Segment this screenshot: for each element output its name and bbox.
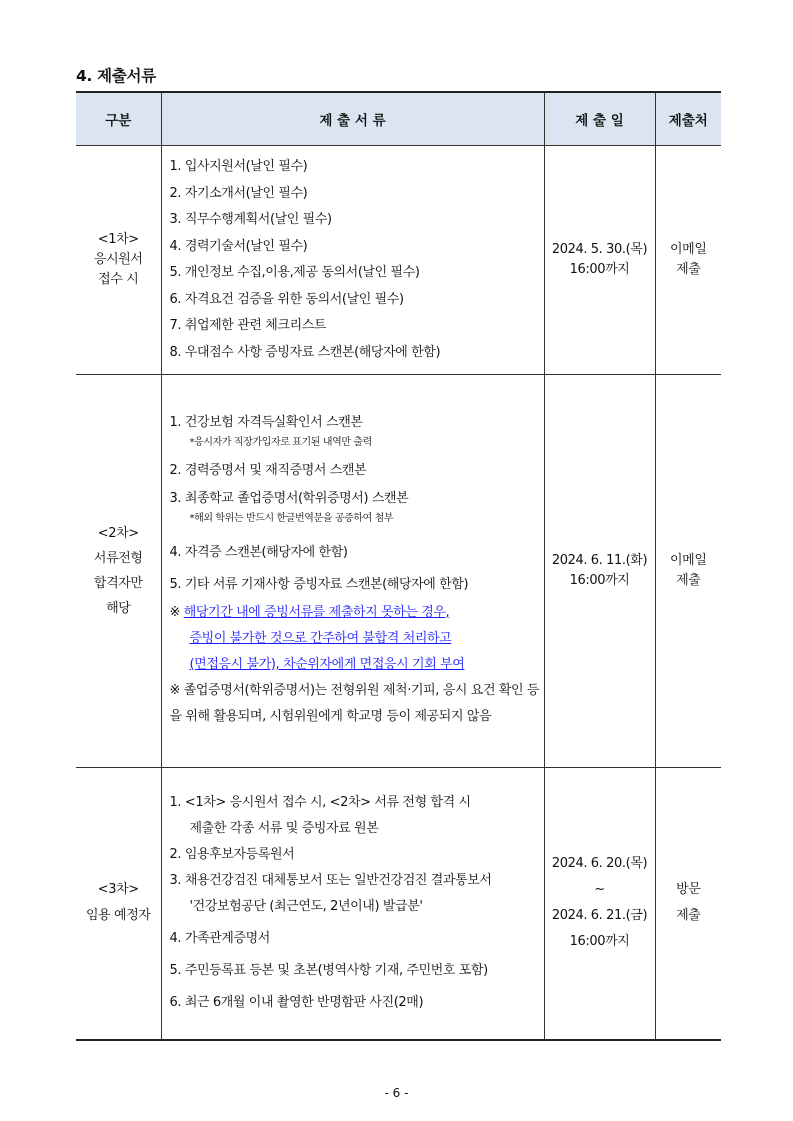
document-item: 3. 최종학교 졸업증명서(학위증명서) 스캔본 — [169, 491, 409, 506]
document-note: *해외 학위는 반드시 한글번역문을 공증하여 첨부 — [189, 513, 394, 524]
destination-line: 제출 — [676, 908, 701, 924]
stage-line: 합격자만 — [93, 576, 143, 591]
document-item: 1. 건강보험 자격득실확인서 스캔본 — [169, 415, 363, 430]
destination-line: 이메일 — [670, 242, 707, 257]
notice-mark: ※ — [169, 605, 180, 620]
destination-line: 제출 — [676, 262, 701, 277]
table-header-row — [76, 92, 721, 146]
notice-link-text[interactable]: 증빙이 불가한 것으로 간주하여 불합격 처리하고 — [189, 631, 452, 646]
document-item: 8. 우대점수 사항 증빙자료 스캔본(해당자에 한함) — [169, 344, 441, 360]
notice-line — [170, 600, 540, 626]
document-item: 1. <1차> 응시원서 접수 시, <2차> 서류 전형 합격 시 — [169, 795, 471, 811]
notice-line — [170, 626, 540, 652]
table-row-stage1 — [76, 146, 721, 375]
document-item: 5. 주민등록표 등본 및 초본(병역사항 기재, 주민번호 포함) — [169, 963, 488, 979]
stage-line: 응시원서 — [93, 252, 143, 267]
stage-line: 임용 예정자 — [85, 908, 151, 924]
date-cell — [544, 375, 655, 768]
notice-line — [170, 652, 540, 678]
destination-line: 방문 — [676, 882, 701, 898]
date-line: 16:00까지 — [569, 262, 630, 277]
notice-link-text[interactable]: 해당기간 내에 증빙서류를 제출하지 못하는 경우, — [183, 605, 450, 620]
section-title: 4. 제출서류 — [76, 67, 156, 85]
header-destination: 제출처 — [655, 92, 721, 146]
notice-block — [170, 600, 540, 678]
table-row-stage2 — [76, 375, 721, 768]
date-line: 16:00까지 — [569, 573, 630, 588]
date-cell — [544, 146, 655, 375]
destination-cell — [655, 375, 721, 768]
document-item: 6. 자격요건 검증을 위한 동의서(날인 필수) — [169, 291, 404, 307]
stage-cell — [76, 375, 161, 768]
page-number: - 6 - — [384, 1086, 409, 1100]
graduation-notice: ※ 졸업증명서(학위증명서)는 전형위원 제척·기피, 응시 요건 확인 등을 위해 활용되며, 시험위원에게 학교명 등이 제공되지 않음 — [169, 683, 540, 724]
stage-line: 접수 시 — [98, 272, 139, 287]
document-item: 2. 자기소개서(날인 필수) — [169, 185, 308, 201]
header-date: 제 출 일 — [544, 92, 655, 146]
date-line: ~ — [594, 882, 605, 898]
document-item: 4. 경력기술서(날인 필수) — [169, 238, 308, 254]
documents-cell — [161, 146, 544, 375]
document-item: 4. 자격증 스캔본(해당자에 한함) — [169, 545, 348, 560]
document-item: 7. 취업제한 관련 체크리스트 — [169, 318, 327, 333]
date-line: 2024. 6. 21.(금) — [551, 908, 648, 924]
document-note: *응시자가 직장가입자로 표기된 내역만 출력 — [189, 437, 372, 448]
table-row-stage3 — [76, 768, 721, 1040]
document-item: 6. 최근 6개월 이내 촬영한 반명함판 사진(2매) — [169, 995, 424, 1011]
header-category: 구분 — [76, 92, 161, 146]
date-line: 2024. 6. 20.(목) — [551, 856, 648, 872]
stage-line: <2차> — [97, 526, 139, 541]
document-item: 5. 기타 서류 기재사항 증빙자료 스캔본(해당자에 한함) — [169, 577, 469, 592]
date-line: 2024. 5. 30.(목) — [551, 242, 648, 257]
document-item: 1. 입사지원서(날인 필수) — [169, 159, 308, 174]
document-item: 4. 가족관계증명서 — [169, 931, 270, 947]
document-item: 3. 직무수행계획서(날인 필수) — [169, 212, 332, 227]
document-item: 3. 채용건강검진 대체통보서 또는 일반건강검진 결과통보서 — [169, 873, 492, 889]
document-item: 5. 개인정보 수집,이용,제공 동의서(날인 필수) — [169, 265, 420, 280]
document-item: '건강보험공단 (최근연도, 2년이내) 발급분' — [189, 899, 423, 915]
document-item: 제출한 각종 서류 및 증빙자료 원본 — [189, 821, 379, 837]
stage-line: <1차> — [97, 232, 139, 247]
stage-cell — [76, 146, 161, 375]
document-item: 2. 경력증명서 및 재직증명서 스캔본 — [169, 463, 367, 478]
destination-line: 제출 — [676, 573, 701, 588]
documents-cell — [161, 768, 544, 1040]
stage-line: <3차> — [97, 882, 139, 898]
document-item: 2. 임용후보자등록원서 — [169, 847, 295, 863]
header-documents: 제 출 서 류 — [161, 92, 544, 146]
documents-cell — [161, 375, 544, 768]
notice-link-text[interactable]: (면접응시 불가), 차순위자에게 면접응시 기회 부여 — [189, 657, 465, 672]
submission-documents-table — [76, 91, 721, 1041]
date-line: 2024. 6. 11.(화) — [551, 553, 648, 568]
destination-cell — [655, 768, 721, 1040]
date-line: 16:00까지 — [569, 934, 630, 950]
destination-line: 이메일 — [670, 553, 707, 568]
stage-line: 해당 — [106, 601, 131, 616]
destination-cell — [655, 146, 721, 375]
stage-cell — [76, 768, 161, 1040]
stage-line: 서류전형 — [93, 551, 143, 566]
date-cell — [544, 768, 655, 1040]
